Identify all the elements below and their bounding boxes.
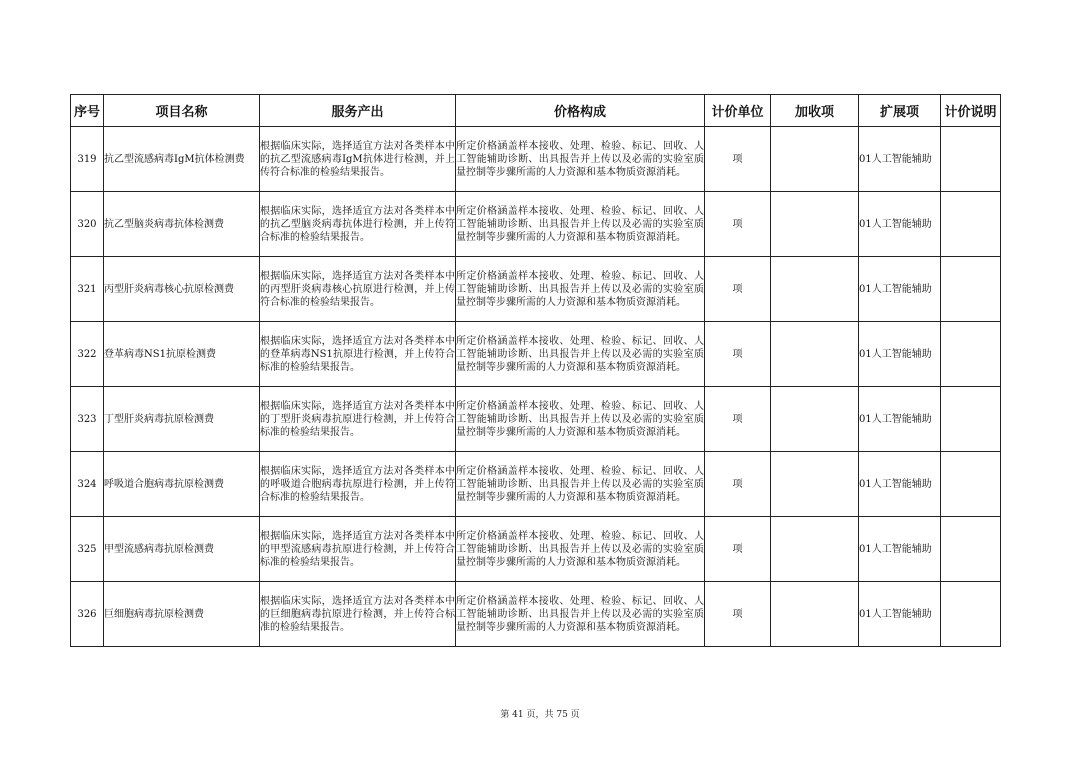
page-number: 第 41 页，共 75 页 [500,710,580,720]
row-pricing-note [941,582,1001,647]
row-item-name: 巨细胞病毒抗原检测费 [104,582,260,647]
header-extension: 扩展项 [859,95,941,127]
row-pricing-unit: 项 [705,257,771,322]
row-price-composition: 所定价格涵盖样本接收、处理、检验、标记、回收、人工智能辅助诊断、出具报告并上传以及必需的实验室质量控制等步骤所需的人力资源和基本物质资源消耗。 [456,257,705,322]
row-price-composition: 所定价格涵盖样本接收、处理、检验、标记、回收、人工智能辅助诊断、出具报告并上传以及必需的实验室质量控制等步骤所需的人力资源和基本物质资源消耗。 [456,192,705,257]
row-pricing-note [941,322,1001,387]
row-pricing-unit: 项 [705,387,771,452]
row-item-name: 丁型肝炎病毒抗原检测费 [104,387,260,452]
page-footer [0,707,1080,720]
row-serial-number: 325 [71,517,104,582]
table-row [71,387,1001,452]
row-extension: 01人工智能辅助 [859,517,941,582]
row-price-composition: 所定价格涵盖样本接收、处理、检验、标记、回收、人工智能辅助诊断、出具报告并上传以及必需的实验室质量控制等步骤所需的人力资源和基本物质资源消耗。 [456,127,705,192]
row-item-name: 抗乙型脑炎病毒抗体检测费 [104,192,260,257]
row-pricing-unit: 项 [705,517,771,582]
row-serial-number: 324 [71,452,104,517]
row-extension: 01人工智能辅助 [859,257,941,322]
row-service-output: 根据临床实际，选择适宜方法对各类样本中的丁型肝炎病毒抗原进行检测，并上传符合标准的检验结果报告。 [260,387,456,452]
row-extension: 01人工智能辅助 [859,582,941,647]
row-item-name: 抗乙型流感病毒IgM抗体检测费 [104,127,260,192]
row-pricing-note [941,452,1001,517]
row-service-output: 根据临床实际，选择适宜方法对各类样本中的呼吸道合胞病毒抗原进行检测，并上传符合标准的检验结果报告。 [260,452,456,517]
row-item-name: 呼吸道合胞病毒抗原检测费 [104,452,260,517]
row-pricing-unit: 项 [705,452,771,517]
row-pricing-note [941,192,1001,257]
row-service-output: 根据临床实际，选择适宜方法对各类样本中的登革病毒NS1抗原进行检测，并上传符合标准的检验结果报告。 [260,322,456,387]
row-item-name: 丙型肝炎病毒核心抗原检测费 [104,257,260,322]
row-extension: 01人工智能辅助 [859,387,941,452]
table-row [71,582,1001,647]
row-surcharge [771,192,859,257]
header-surcharge: 加收项 [771,95,859,127]
table-row [71,127,1001,192]
row-pricing-unit: 项 [705,322,771,387]
table-row [71,517,1001,582]
row-item-name: 登革病毒NS1抗原检测费 [104,322,260,387]
row-serial-number: 321 [71,257,104,322]
row-service-output: 根据临床实际，选择适宜方法对各类样本中的巨细胞病毒抗原进行检测，并上传符合标准的检验结果报告。 [260,582,456,647]
table-header-row [71,95,1001,127]
row-service-output: 根据临床实际，选择适宜方法对各类样本中的甲型流感病毒抗原进行检测，并上传符合标准的检验结果报告。 [260,517,456,582]
row-serial-number: 323 [71,387,104,452]
table-row [71,192,1001,257]
row-service-output: 根据临床实际，选择适宜方法对各类样本中的抗乙型流感病毒IgM抗体进行检测，并上传符合标准的检验结果报告。 [260,127,456,192]
row-extension: 01人工智能辅助 [859,452,941,517]
row-pricing-unit: 项 [705,192,771,257]
row-service-output: 根据临床实际，选择适宜方法对各类样本中的抗乙型脑炎病毒抗体进行检测，并上传符合标准的检验结果报告。 [260,192,456,257]
header-pricing-unit: 计价单位 [705,95,771,127]
row-price-composition: 所定价格涵盖样本接收、处理、检验、标记、回收、人工智能辅助诊断、出具报告并上传以及必需的实验室质量控制等步骤所需的人力资源和基本物质资源消耗。 [456,452,705,517]
pricing-table [70,94,1001,647]
row-extension: 01人工智能辅助 [859,127,941,192]
row-serial-number: 320 [71,192,104,257]
row-surcharge [771,322,859,387]
header-pricing-note: 计价说明 [941,95,1001,127]
row-pricing-unit: 项 [705,582,771,647]
header-service-output: 服务产出 [260,95,456,127]
row-price-composition: 所定价格涵盖样本接收、处理、检验、标记、回收、人工智能辅助诊断、出具报告并上传以及必需的实验室质量控制等步骤所需的人力资源和基本物质资源消耗。 [456,387,705,452]
row-serial-number: 319 [71,127,104,192]
row-item-name: 甲型流感病毒抗原检测费 [104,517,260,582]
row-surcharge [771,257,859,322]
header-item-name: 项目名称 [104,95,260,127]
row-serial-number: 322 [71,322,104,387]
row-extension: 01人工智能辅助 [859,322,941,387]
table-row [71,322,1001,387]
row-surcharge [771,387,859,452]
row-surcharge [771,582,859,647]
row-pricing-note [941,127,1001,192]
header-price-composition: 价格构成 [456,95,705,127]
row-pricing-note [941,387,1001,452]
row-surcharge [771,127,859,192]
row-surcharge [771,517,859,582]
row-extension: 01人工智能辅助 [859,192,941,257]
table-row [71,452,1001,517]
row-price-composition: 所定价格涵盖样本接收、处理、检验、标记、回收、人工智能辅助诊断、出具报告并上传以及必需的实验室质量控制等步骤所需的人力资源和基本物质资源消耗。 [456,517,705,582]
row-pricing-note [941,257,1001,322]
header-serial-number: 序号 [71,95,104,127]
row-pricing-note [941,517,1001,582]
row-serial-number: 326 [71,582,104,647]
row-surcharge [771,452,859,517]
row-price-composition: 所定价格涵盖样本接收、处理、检验、标记、回收、人工智能辅助诊断、出具报告并上传以及必需的实验室质量控制等步骤所需的人力资源和基本物质资源消耗。 [456,322,705,387]
row-price-composition: 所定价格涵盖样本接收、处理、检验、标记、回收、人工智能辅助诊断、出具报告并上传以及必需的实验室质量控制等步骤所需的人力资源和基本物质资源消耗。 [456,582,705,647]
row-pricing-unit: 项 [705,127,771,192]
row-service-output: 根据临床实际，选择适宜方法对各类样本中的丙型肝炎病毒核心抗原进行检测，并上传符合标准的检验结果报告。 [260,257,456,322]
table-row [71,257,1001,322]
